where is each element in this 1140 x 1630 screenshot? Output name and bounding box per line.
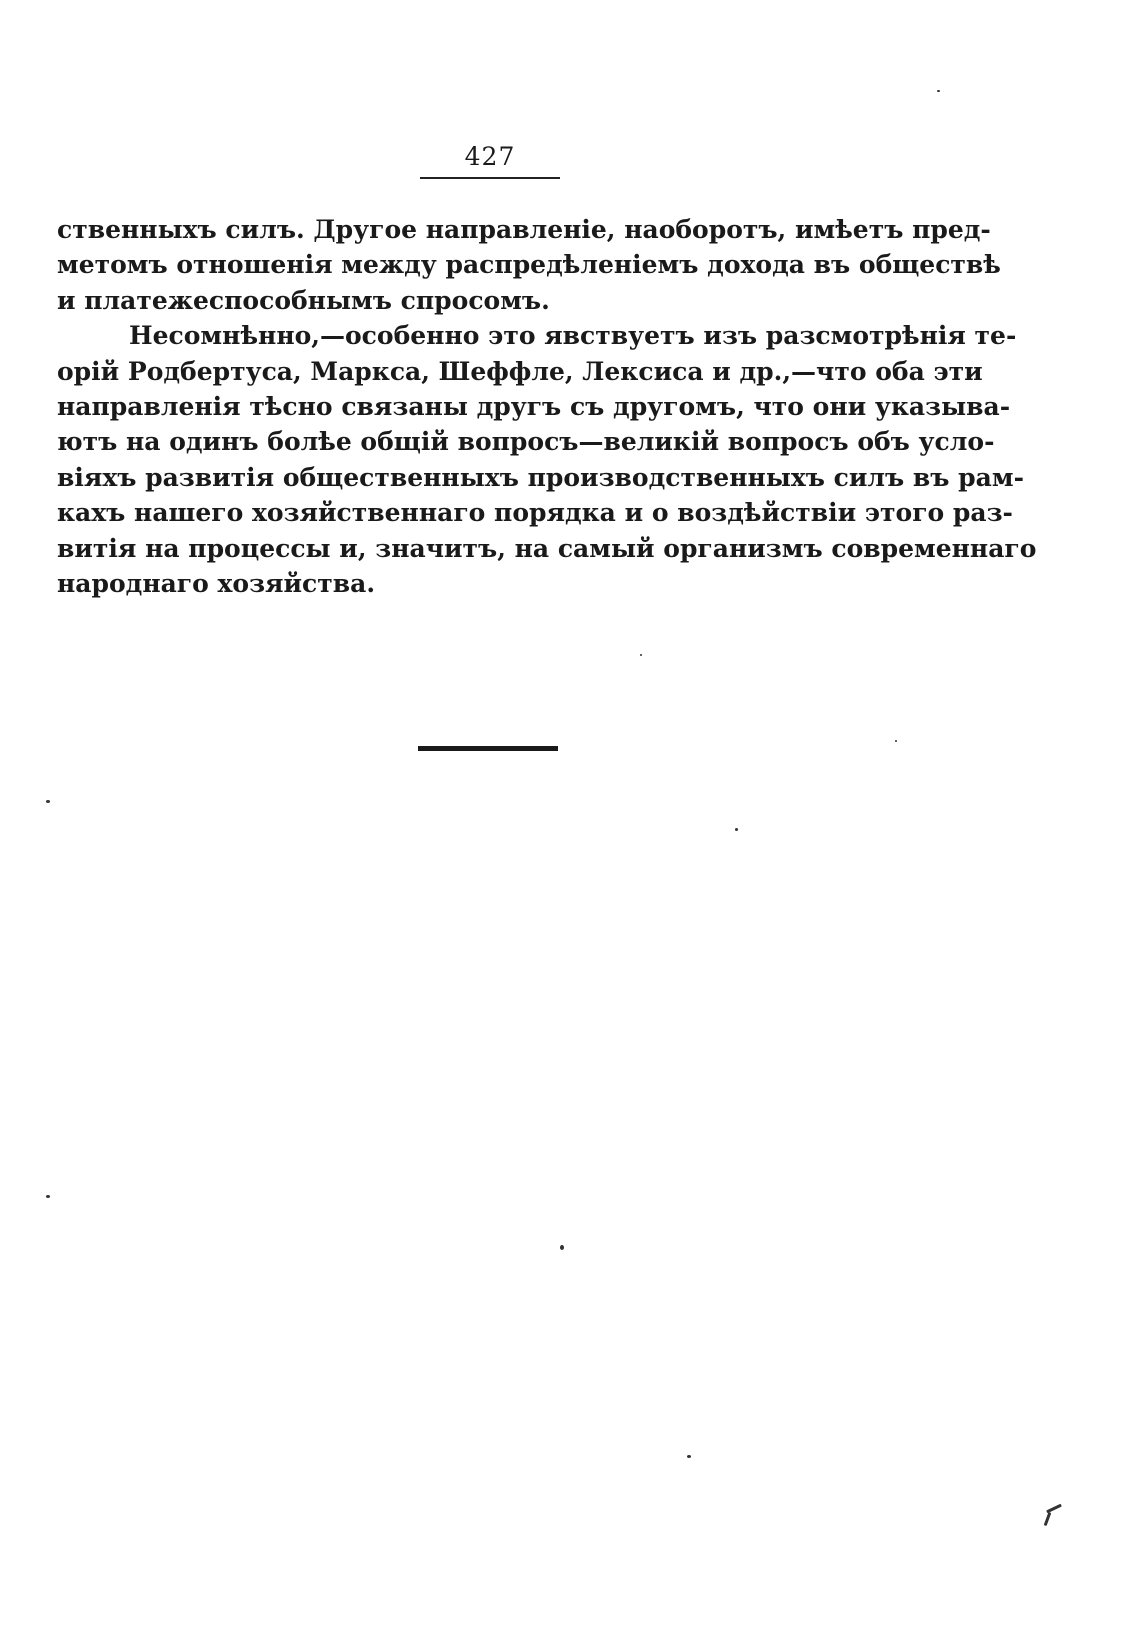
text-line: витія на процессы и, значитъ, на самый организмъ современнаго — [57, 533, 1037, 563]
scan-speck — [937, 90, 940, 92]
scan-speck — [640, 654, 642, 656]
text-line: народнаго хозяйства. — [57, 568, 376, 598]
scan-speck — [46, 800, 50, 803]
text-line: ственныхъ силъ. Другое направленіе, наоборотъ, имѣетъ пред- — [57, 215, 991, 244]
scan-speck — [46, 1195, 50, 1198]
page-number: 427 — [464, 142, 516, 171]
header-rule — [420, 177, 560, 179]
scan-speck — [1044, 1512, 1052, 1526]
text-line: віяхъ развитія общественныхъ производственныхъ силъ въ рам- — [57, 462, 1024, 492]
text-line: метомъ отношенія между распредѣленіемъ дохода въ обществѣ — [57, 250, 1001, 280]
scan-speck — [895, 740, 897, 742]
end-rule — [418, 746, 558, 751]
text-line: орій Родбертуса, Маркса, Шеффле, Лексиса и др.,—что оба эти — [57, 356, 983, 386]
text-line: и платежеспособнымъ спросомъ. — [57, 285, 550, 315]
text-line: направленія тѣсно связаны другъ съ другомъ, что они указыва- — [57, 391, 1011, 421]
scan-speck — [560, 1245, 564, 1250]
text-line: Несомнѣнно,—особенно это явствуетъ изъ разсмотрѣнія те- — [129, 321, 1017, 351]
text-line: ютъ на одинъ болѣе общій вопросъ—великій вопросъ объ усло- — [57, 427, 995, 457]
body-text — [57, 212, 1037, 601]
scan-speck — [735, 828, 738, 831]
scan-speck — [687, 1455, 691, 1458]
text-line: кахъ нашего хозяйственнаго порядка и о воздѣйствіи этого раз- — [57, 498, 1013, 528]
